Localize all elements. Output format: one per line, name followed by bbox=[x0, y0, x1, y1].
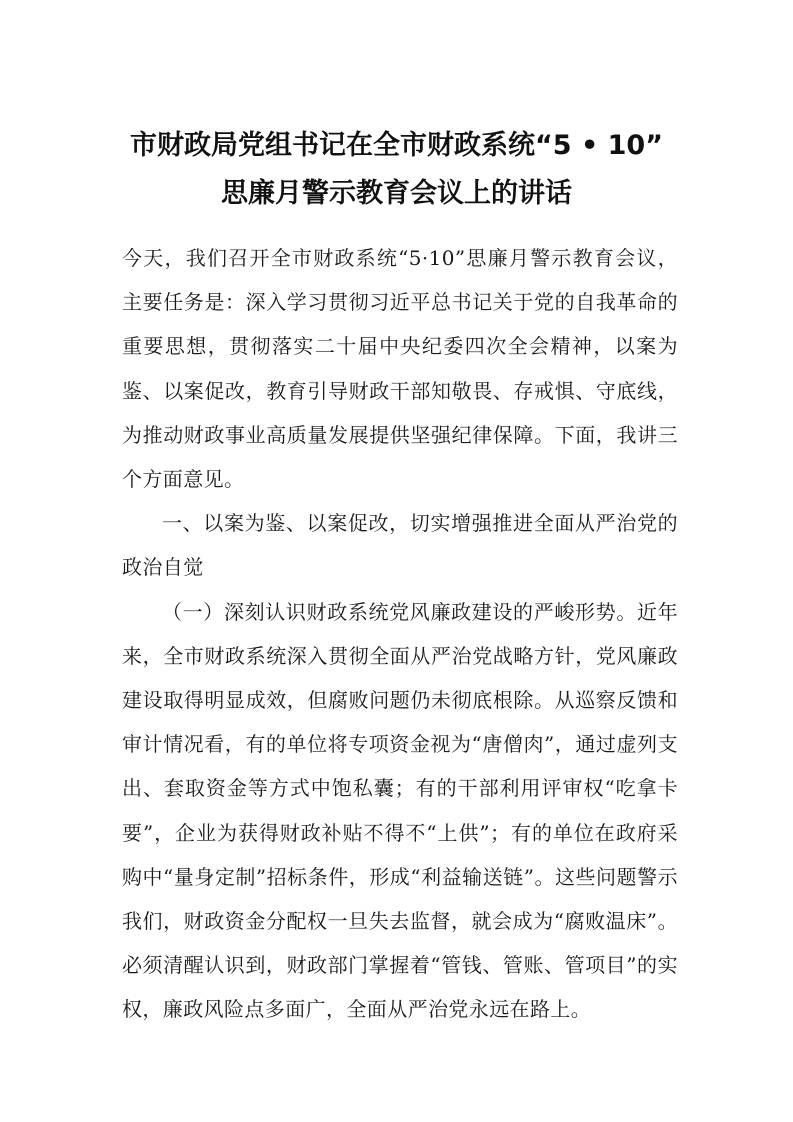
speech-body bbox=[122, 236, 678, 1032]
title-line-2: 思廉月警示教育会议上的讲话 bbox=[221, 178, 572, 209]
subsection-paragraph-1: （一）深刻认识财政系统党风廉政建设的严峻形势。近年来，全市财政系统深入贯彻全面从严治党战略方针，党风廉政建设取得明显成效，但腐败问题仍未彻底根除。从巡察反馈和审计情况看，有的单位将专项资金视为“唐僧肉”，通过虚列支出、套取资金等方式中饱私囊；有的干部利用评审权“吃拿卡要”，企业为获得财政补贴不得不“上供”；有的单位在政府采购中“量身定制”招标条件，形成“利益输送链”。这些问题警示我们，财政资金分配权一旦失去监督，就会成为“腐败温床”。必须清醒认识到，财政部门掌握着“管钱、管账、管项目”的实权，廉政风险点多面广，全面从严治党永远在路上。 bbox=[122, 599, 678, 1022]
title-line-1: 市财政局党组书记在全市财政系统“5 • 10” bbox=[130, 130, 663, 161]
section-heading-1: 一、以案为鉴、以案促改，切实增强推进全面从严治党的政治自觉 bbox=[122, 511, 678, 580]
opening-paragraph: 今天，我们召开全市财政系统“5·10”思廉月警示教育会议，主要任务是：深入学习贯彻习近平总书记关于党的自我革命的重要思想，贯彻落实二十届中央纪委四次全会精神，以案为鉴、以案促改，教育引导财政干部知敬畏、存戒惧、守底线，为推动财政事业高质量发展提供坚强纪律保障。下面，我讲三个方面意见。 bbox=[122, 246, 678, 492]
